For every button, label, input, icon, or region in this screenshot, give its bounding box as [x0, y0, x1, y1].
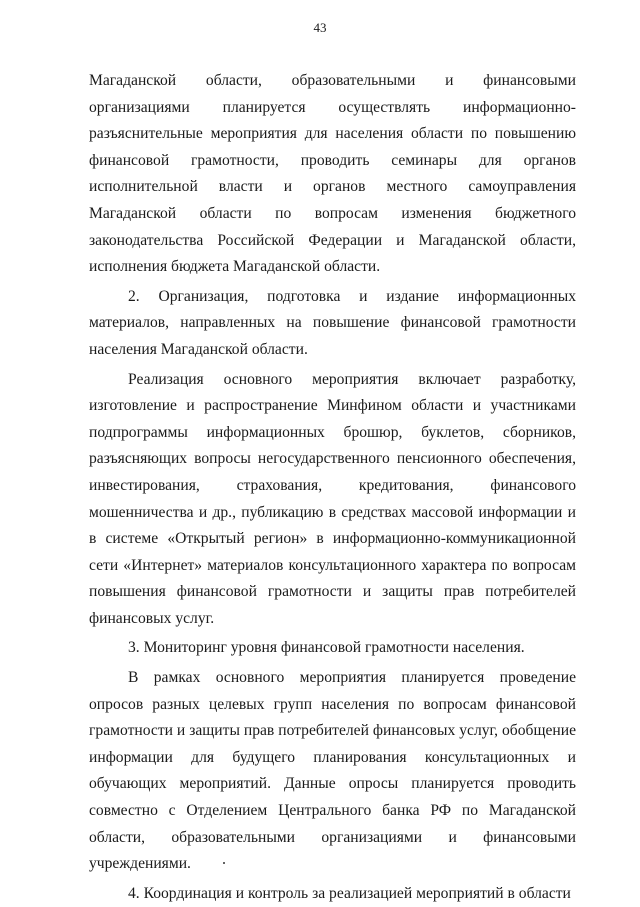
page-number: 43: [313, 20, 327, 35]
paragraph-continuation: Магаданской области, образовательными и финансовыми организациями планируется осуществлять информационно-разъяснительные мероприятия для населения области по повышению финансовой грамотности, проводить семинары для органов исполнительной власти и органов местного самоуправления Магаданской области по вопросам изменения бюджетного законодательства Российской Федерации и Магаданской области, исполнения бюджета Магаданской области.: [89, 72, 576, 276]
paragraph-item-2: 2. Организация, подготовка и издание информационных материалов, направленных на повышение финансовой грамотности населения Магаданской области.: [89, 287, 576, 358]
paragraph-item-2-description: Реализация основного мероприятия включает разработку, изготовление и распространение Минфином области и участниками подпрограммы информационных брошюр, буклетов, сборников, разъясняющих вопросы негосударственного пенсионного обеспечения, инвестирования, страхования, кредитования, финансового мошенничества и др., публикацию в средствах массовой информации и в системе «Открытый регион» в информационно-коммуникационной сети «Интернет» материалов консультационного характера по вопросам повышения финансовой грамотности и защиты прав потребителей финансовых услуг.: [89, 370, 576, 627]
document-body: [89, 68, 576, 907]
paragraph-item-4: 4. Координация и контроль за реализацией мероприятий в области: [128, 884, 571, 902]
paragraph-item-3: 3. Мониторинг уровня финансовой грамотности населения.: [128, 639, 525, 657]
scan-speck: [223, 862, 225, 864]
paragraph-item-3-description: В рамках основного мероприятия планируется проведение опросов разных целевых групп населения по вопросам финансовой грамотности и защиты прав потребителей финансовых услуг, обобщение информации для будущего планирования консультационных и обучающих мероприятий. Данные опросы планируется проводить совместно с Отделением Центрального банка РФ по Магаданской области, образовательными организациями и финансовыми учреждениями.: [89, 669, 576, 873]
